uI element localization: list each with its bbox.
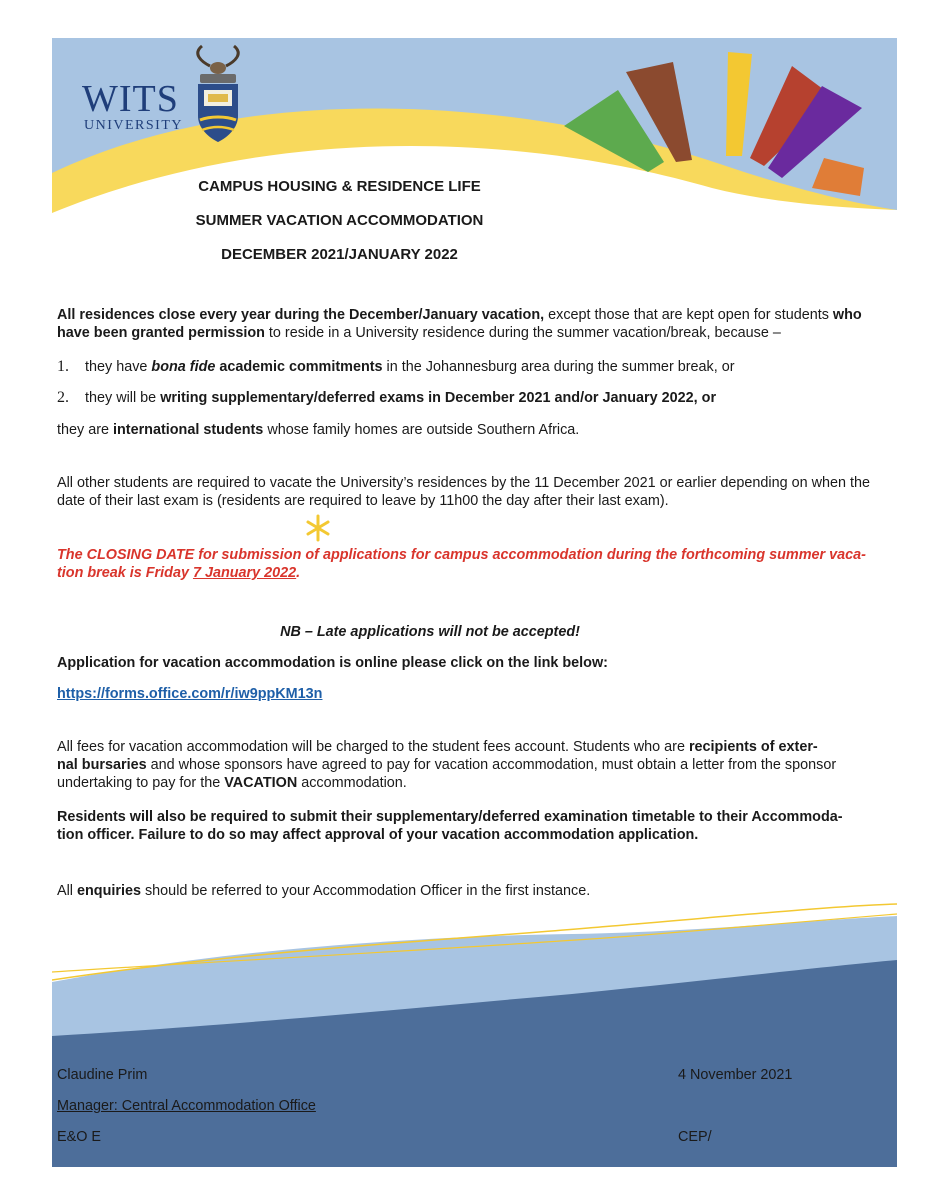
reference-code: CEP/ (678, 1129, 712, 1145)
international-note: they are international students whose family homes are outside Southern Africa. (57, 422, 580, 438)
title-line-3: DECEMBER 2021/JANUARY 2022 (221, 246, 458, 263)
closing-date-notice: The CLOSING DATE for submission of applications for campus accommodation during the forthcoming summer vaca- tion break is Friday 7 January 2022. (57, 547, 866, 581)
issue-date: 4 November 2021 (678, 1067, 793, 1083)
list-number: 2. (57, 389, 69, 406)
logo-wordmark: WITS (82, 78, 179, 120)
logo-subtitle: UNIVERSITY (84, 118, 183, 133)
title-line-2: SUMMER VACATION ACCOMMODATION (195, 212, 484, 229)
vacate-paragraph: All other students are required to vacate the University’s residences by the 11 December 2021 or earlier depending on when the date of their last exam is (residents are required to leave by 11h00 the day after their last exam). (57, 475, 871, 509)
intro-text-2: to reside in a University residence during the summer vacation/break, because – (264, 325, 781, 341)
application-form-link[interactable]: https://forms.office.com/r/iw9ppKM13n (57, 686, 323, 702)
list-number: 1. (57, 358, 69, 375)
intro-text-1: except those that are kept open for students (544, 307, 833, 323)
eoe-note: E&O E (57, 1129, 101, 1145)
intro-paragraph (57, 306, 893, 342)
fees-paragraph: All fees for vacation accommodation will be charged to the student fees account. Students who are recipients of exter- nal bursaries and whose sponsors have agreed to pay for vacation accommodation, must obtain a letter from the sponsor undertaking to pay for the VACATION accommodation. (57, 739, 837, 791)
signatory-name: Claudine Prim (57, 1067, 148, 1083)
intro-bold-1: All residences close every year during the December/January vacation, (57, 307, 545, 323)
late-notice: NB – Late applications will not be accepted! (280, 624, 580, 640)
footer-banner (52, 898, 897, 1167)
online-instruction: Application for vacation accommodation is online please click on the link below: (57, 655, 608, 671)
list-item-1: 1. they have bona fide academic commitments in the Johannesburg area during the summer break, or (57, 358, 735, 375)
signatory-role: Manager: Central Accommodation Office (57, 1098, 316, 1114)
university-logo (82, 80, 183, 134)
intro-bold-2: who have been granted permission (57, 307, 862, 341)
title-line-1: CAMPUS HOUSING & RESIDENCE LIFE (198, 178, 481, 195)
enquiries-paragraph: All enquiries should be referred to your Accommodation Officer in the first instance. (57, 883, 591, 899)
timetable-paragraph: Residents will also be required to submit their supplementary/deferred examination timetable to their Accommoda- tion officer. Failure to do so may affect approval of your vacation accommodation application. (57, 809, 843, 843)
asterisk-icon (306, 514, 330, 542)
document-page (52, 38, 897, 1167)
header-banner (52, 38, 897, 238)
closing-date: 7 January 2022 (192, 565, 297, 581)
list-item-2: 2. they will be writing supplementary/deferred exams in December 2021 and/or January 2022, or (57, 389, 717, 406)
